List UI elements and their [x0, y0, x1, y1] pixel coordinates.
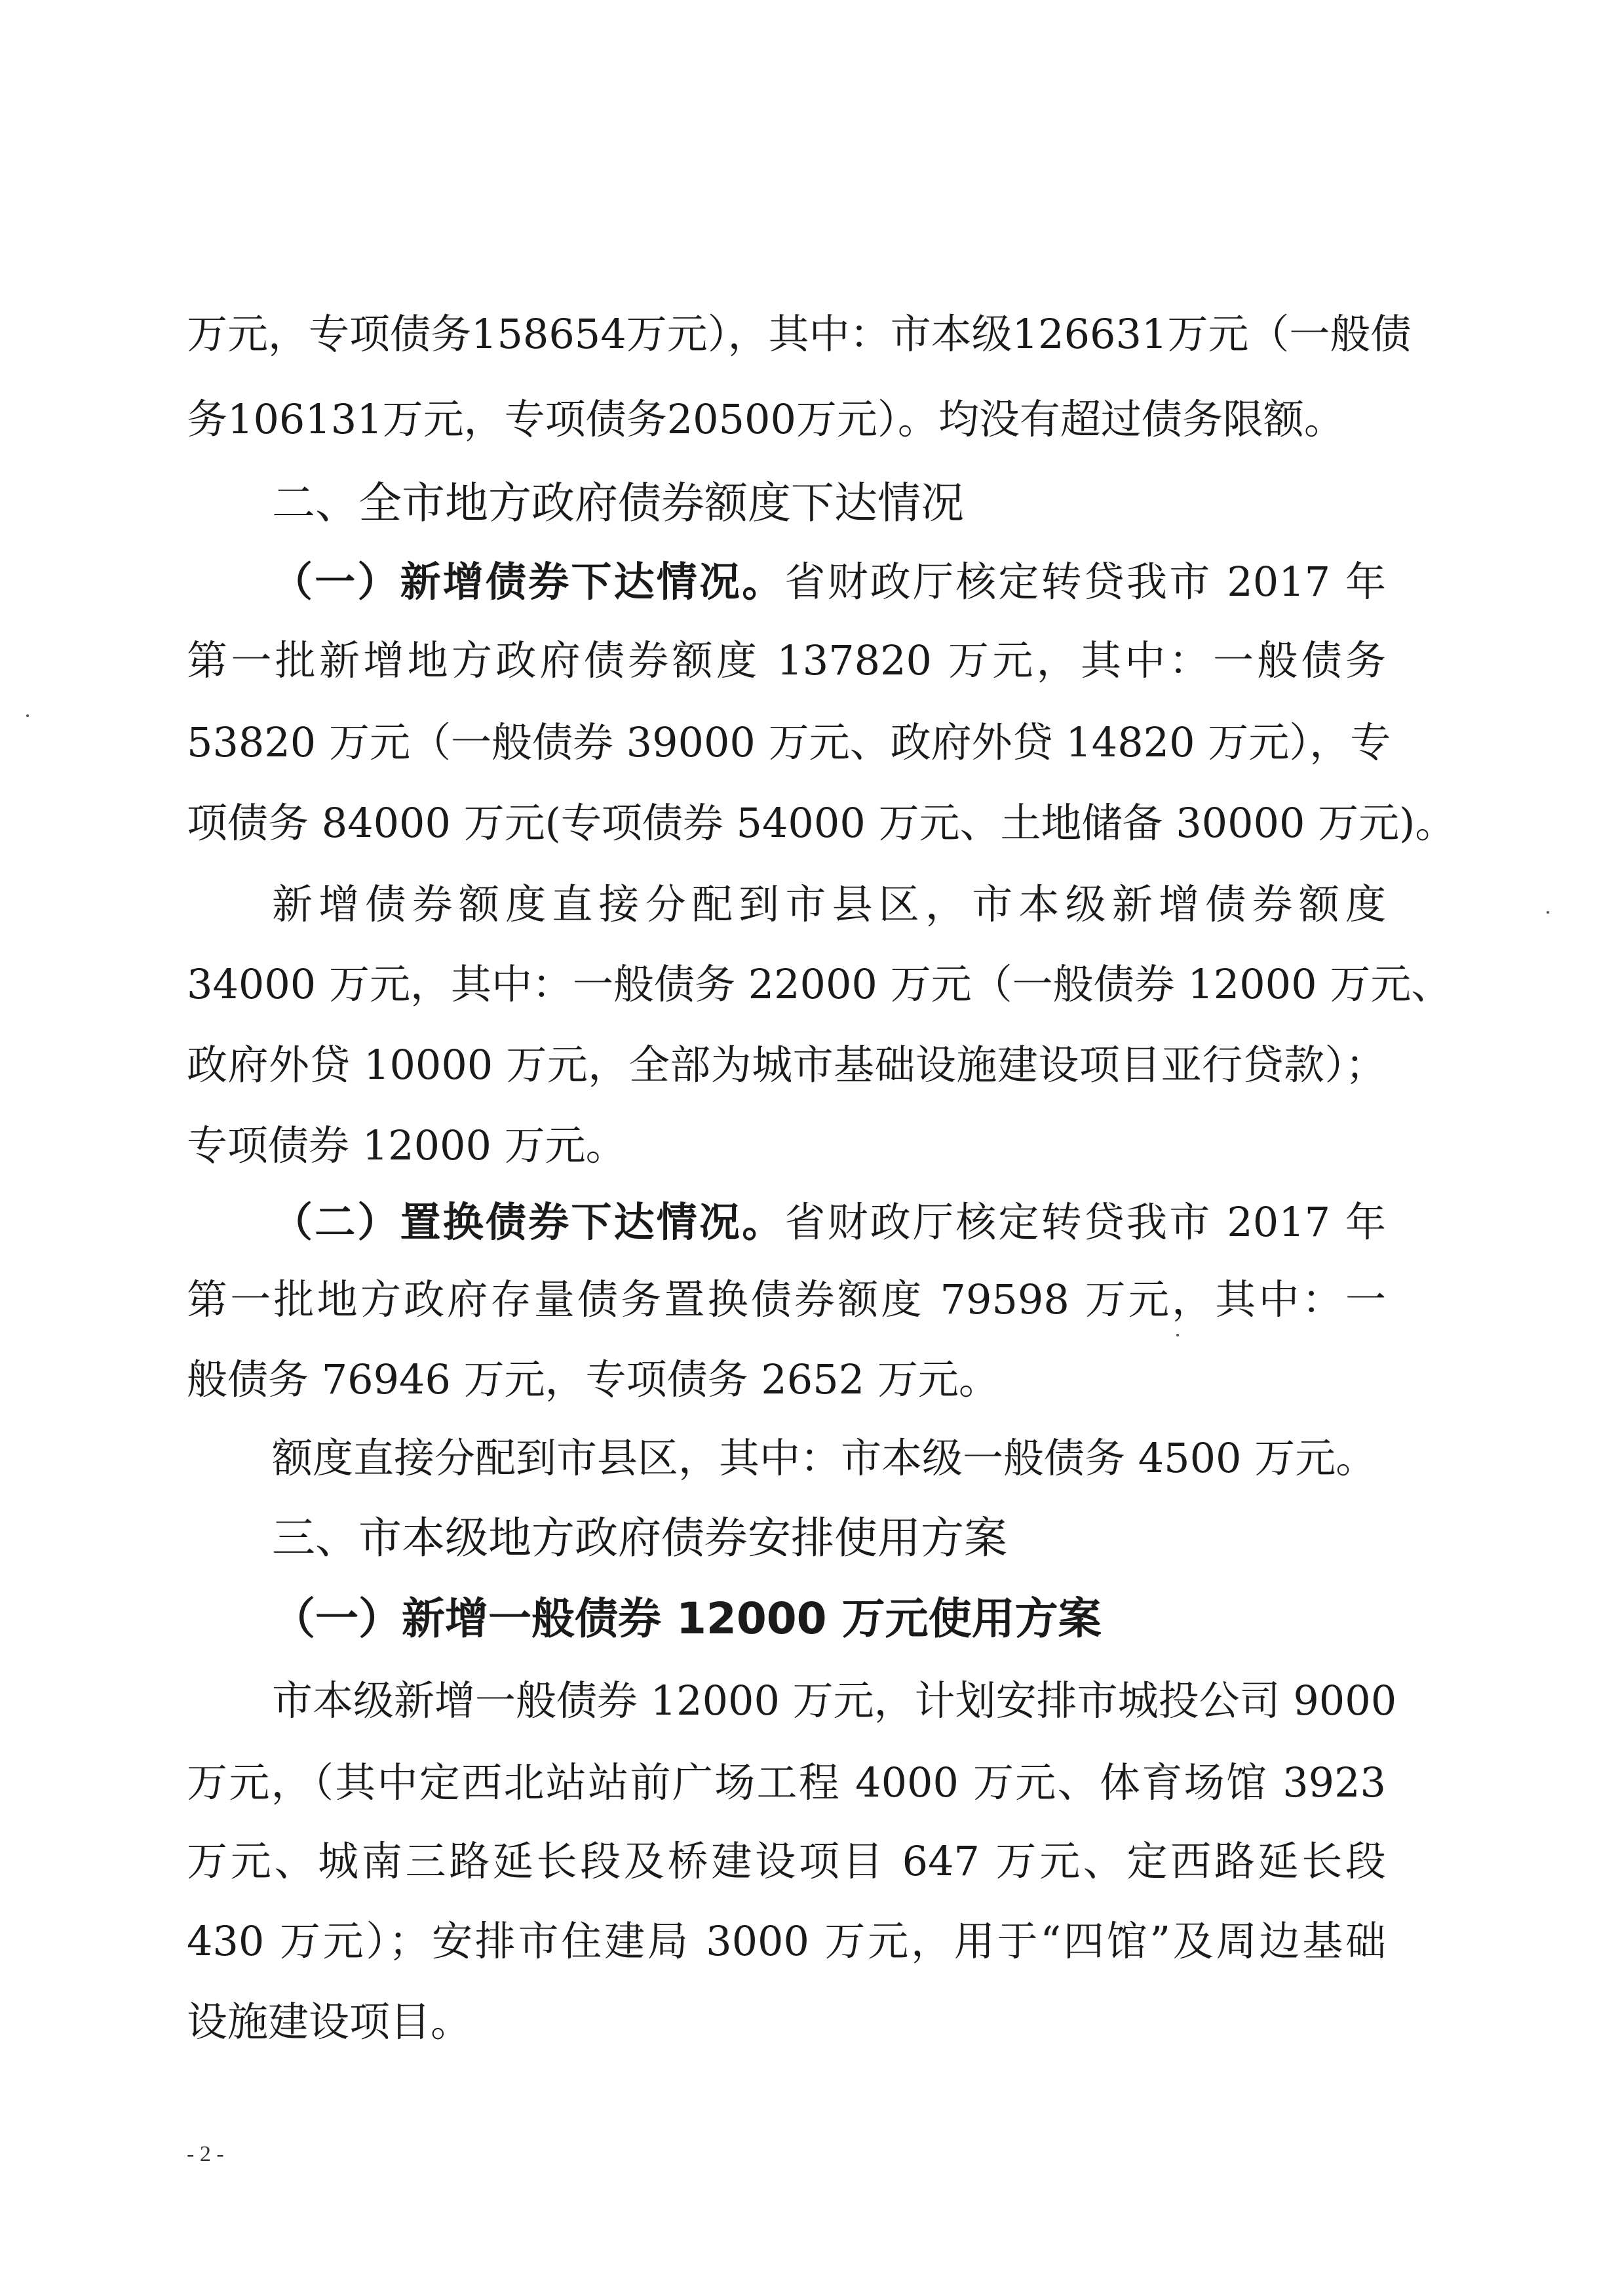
new-bond-para-line-2: 34000 万元，其中：一般债务 22000 万元（一般债券 12000 万元、: [187, 960, 1452, 1008]
section-2-sub2-line-2: 第一批地方政府存量债务置换债券额度 79598 万元，其中：一: [187, 1275, 1386, 1323]
section-2-heading: 二、全市地方政府债券额度下达情况: [272, 478, 964, 528]
intro-line-1: 万元，专项债务158654万元），其中：市本级126631万元（一般债: [187, 310, 1412, 358]
section-2-sub2-title: （二）置换债券下达情况。: [272, 1198, 785, 1246]
section-3-heading: 三、市本级地方政府债券安排使用方案: [272, 1513, 1007, 1563]
new-bond-para-line-1: 新增债券额度直接分配到市县区，市本级新增债券额度: [272, 880, 1386, 928]
scan-speck: [26, 714, 29, 717]
section-2-sub1-line-1-rest: 省财政厅核定转贷我市 2017 年: [784, 558, 1386, 606]
section-2-sub2-line-1-rest: 省财政厅核定转贷我市 2017 年: [784, 1198, 1386, 1246]
new-bond-para-line-4: 专项债券 12000 万元。: [187, 1121, 626, 1169]
replace-para-line-1: 额度直接分配到市县区，其中：市本级一般债务 4500 万元。: [272, 1434, 1377, 1482]
section-2-sub1-line-2: 第一批新增地方政府债券额度 137820 万元，其中：一般债务: [187, 636, 1386, 684]
section-2-sub2-line-3: 般债务 76946 万元，专项债务 2652 万元。: [187, 1355, 999, 1403]
plan-para-line-2: 万元，（其中定西北站站前广场工程 4000 万元、体育场馆 3923: [187, 1759, 1386, 1806]
section-2-sub1-line-1: [272, 549, 1386, 615]
scan-speck: [1176, 1334, 1179, 1336]
section-2-sub1-line-4: 项债务 84000 万元(专项债券 54000 万元、土地储备 30000 万元)。: [187, 799, 1456, 847]
scan-speck: [1547, 911, 1549, 914]
section-3-sub1-title: （一）新增一般债券 12000 万元使用方案: [272, 1593, 1102, 1644]
plan-para-line-5: 设施建设项目。: [187, 1998, 472, 2046]
plan-para-line-4: 430 万元）；安排市住建局 3000 万元，用于“四馆”及周边基础: [187, 1917, 1386, 1965]
page-number: - 2 -: [187, 2142, 224, 2166]
section-2-sub1-title: （一）新增债券下达情况。: [272, 558, 785, 606]
section-2-sub2-line-1: [272, 1190, 1386, 1255]
plan-para-line-1: 市本级新增一般债券 12000 万元，计划安排市城投公司 9000: [272, 1677, 1397, 1724]
intro-line-2: 务106131万元，专项债务20500万元）。均没有超过债务限额。: [187, 395, 1345, 443]
section-2-sub1-line-3: 53820 万元（一般债券 39000 万元、政府外贷 14820 万元），专: [187, 718, 1391, 766]
plan-para-line-3: 万元、城南三路延长段及桥建设项目 647 万元、定西路延长段: [187, 1837, 1386, 1885]
new-bond-para-line-3: 政府外贷 10000 万元，全部为城市基础设施建设项目亚行贷款）；: [187, 1041, 1386, 1089]
